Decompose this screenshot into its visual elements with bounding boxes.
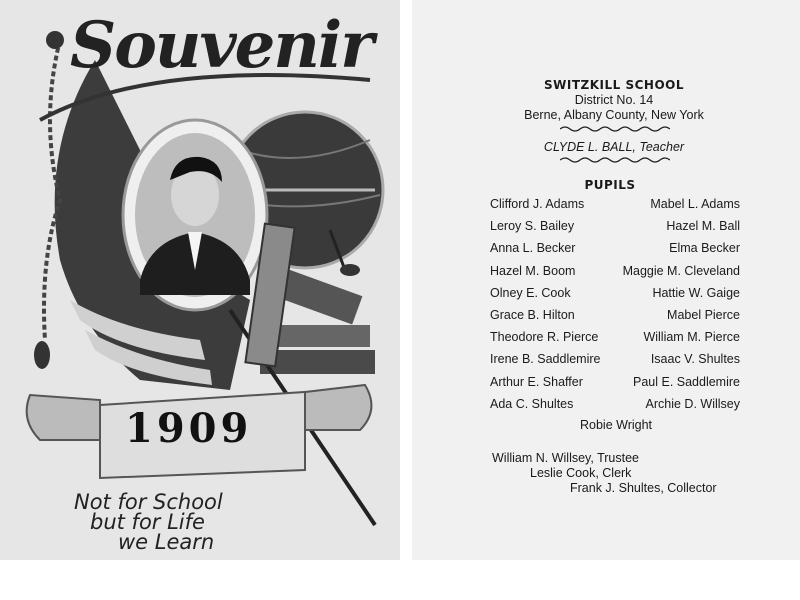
gutter [400, 0, 412, 600]
motto-line-3: we Learn [118, 530, 215, 554]
pupil-name: Maggie M. Cleveland [622, 263, 740, 278]
pupil-name: Irene B. Saddlemire [490, 352, 601, 367]
school-location: Berne, Albany County, New York [524, 108, 704, 122]
bottom-margin [0, 560, 800, 600]
motto-line-2: but for Life [90, 510, 205, 534]
pupil-name: Olney E. Cook [490, 285, 571, 300]
pupil-name: Arthur E. Shaffer [490, 374, 583, 389]
pupil-name: Hazel M. Boom [490, 263, 576, 278]
cover-page [0, 0, 400, 560]
pupil-name: Grace B. Hilton [490, 308, 575, 322]
pupil-name: Ada C. Shultes [490, 396, 574, 411]
cover-motto [60, 492, 340, 552]
pupil-name: Paul E. Saddlemire [632, 374, 740, 389]
pupil-name: Mabel L. Adams [650, 197, 740, 211]
pupil-name: Isaac V. Shultes [650, 352, 740, 367]
pupil-name: Leroy S. Bailey [490, 219, 575, 234]
pupil-name: Elma Becker [669, 241, 740, 256]
pupils-heading: PUPILS [584, 178, 636, 192]
pupil-name: Archie D. Willsey [645, 396, 740, 411]
pupil-name: William M. Pierce [643, 330, 740, 345]
teacher-name: CLYDE L. BALL, Teacher [543, 140, 685, 154]
trustee-line: William N. Willsey, Trustee [492, 451, 640, 465]
school-district: District No. 14 [574, 93, 654, 107]
divider-wave-2 [560, 156, 670, 164]
clerk-line: Leslie Cook, Clerk [530, 466, 632, 480]
pupil-name: Theodore R. Pierce [490, 330, 599, 345]
cover-title: Souvenir [70, 8, 372, 83]
pupil-name: Hattie W. Gaige [652, 285, 740, 300]
pupil-name: Hazel M. Ball [666, 219, 740, 234]
pupil-name: Mabel Pierce [667, 308, 740, 322]
school-name: SWITZKILL SCHOOL [543, 78, 685, 92]
collector-line: Frank J. Shultes, Collector [570, 481, 717, 495]
pupil-name: Anna L. Becker [490, 241, 576, 256]
cover-year: 1909 [125, 405, 253, 452]
pupil-name: Robie Wright [579, 418, 653, 432]
motto-line-1: Not for School [74, 490, 223, 514]
pupil-name: Clifford J. Adams [490, 197, 585, 211]
cover-illustration [0, 0, 400, 560]
divider-wave-1 [560, 125, 670, 133]
